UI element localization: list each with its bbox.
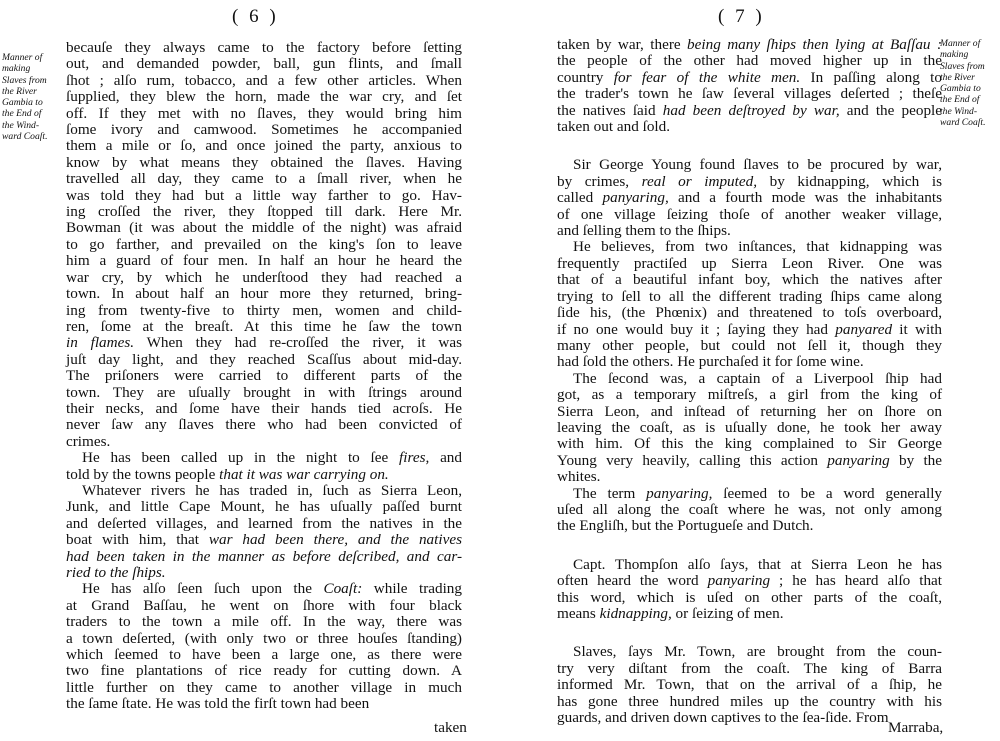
text-line: He has alſo ſeen ſuch upon the Coaſt: while trading: [82, 580, 462, 598]
margin-note-line: making: [2, 63, 31, 75]
text-line: Capt. Thompſon alſo ſays, that at Sierra Leon he has: [573, 555, 942, 573]
paragraph: [557, 239, 942, 370]
text-line: of one village ſeizing thoſe of another weaker village,: [557, 205, 942, 223]
text-line: off. If they met with no ſlaves, they would bring him: [66, 104, 462, 122]
text-line: told by the towns people that it was war carrying on.: [66, 465, 389, 483]
text-line: uſed all along the coaſt where he was, not only among: [557, 500, 942, 518]
page-number: ( 7 ): [718, 6, 765, 27]
paragraph: [557, 371, 942, 486]
text-line: Bowman (it was about the middle of the night) was afraid: [66, 219, 462, 237]
text-line: The ſecond was, a captain of a Liverpool ſhip had: [573, 369, 942, 387]
text-line: town. They are uſually brought in with ſtrings around: [66, 383, 462, 401]
text-line: traders to the town a mile off. In the way, there was: [66, 613, 462, 631]
text-line: their necks, and ſome have their hands tied acroſs. He: [66, 399, 462, 417]
text-line: travelled all day, they came to a ſmall river, when he: [66, 170, 462, 188]
text-line: if no one would buy it ; ſaying they had panyared it with: [557, 320, 942, 338]
text-line: war cry, by which he underſtood they had reached a: [66, 268, 462, 286]
text-line: ing croſſed the river, they ſtopped till dark. Here Mr.: [66, 203, 462, 221]
margin-note-line: Manner of: [940, 38, 981, 49]
text-line: with him. Of this the king complained to Sir George: [557, 435, 942, 453]
text-line: in flames. When they had re-croſſed the river, it was: [66, 334, 462, 352]
paragraph: [66, 581, 462, 712]
margin-note-line: Slaves from: [2, 74, 47, 86]
margin-note-line: the End of: [2, 108, 42, 120]
text-line: called panyaring, and a fourth mode was the inhabitants: [557, 189, 942, 207]
body-text: [557, 37, 942, 726]
text-line: trying to ſell to all the different trading ſhips came along: [557, 287, 942, 305]
text-line: and deſerted villages, and learned from the natives in the: [66, 514, 462, 532]
paragraph: [557, 486, 942, 535]
margin-note-line: the End of: [940, 94, 980, 106]
text-line: the ſame ſtate. He was told the firſt town had been: [66, 695, 370, 713]
text-line: town. In about half an hour more they returned, bring-: [66, 285, 462, 303]
text-line: ſhot ; alſo rum, tobacco, and a few other articles. When: [66, 71, 462, 89]
text-line: out, and demanded powder, ball, gun flints, and ſmall: [66, 55, 462, 73]
text-line: Slaves, ſays Mr. Town, are brought from the coun-: [573, 643, 942, 661]
text-line: ren, ſome at the breaſt. At this time he ſaw the town: [66, 317, 462, 335]
text-line: ſupplied, they blew the horn, made the war cry, and ſet: [66, 88, 462, 106]
text-line: him a guard of four men. In half an hour he heard the: [66, 252, 462, 270]
text-line: two fine plantations of rice ready for cutting down. A: [66, 662, 462, 680]
text-line: the trader's town he ſaw ſeveral villages deſerted ; theſe: [557, 85, 942, 103]
margin-note-line: the Wind-: [2, 119, 40, 131]
catchword: taken: [434, 719, 467, 736]
text-line: juſt day light, and they reached Scaſſus about mid-day.: [66, 350, 462, 368]
text-line: had ſold the others. He purchaſed it for ſome wine.: [557, 353, 864, 371]
paragraph: [66, 450, 462, 483]
paragraph: [557, 157, 942, 239]
text-line: by crimes, real or imputed, by kidnapping, which is: [557, 172, 942, 190]
text-line: informed Mr. Town, that on the arrival of a ſhip, he: [557, 676, 942, 694]
text-line: many other people, but could not ſell it, though they: [557, 336, 942, 354]
margin-note-line: the River: [940, 71, 975, 83]
text-line: which ſeemed to have been a large one, as there were: [66, 646, 462, 664]
body-text: [66, 40, 462, 713]
text-line: often heard the word panyaring ; he has heard alſo that: [557, 572, 943, 590]
text-line: the Engliſh, but the Portugueſe and Dutch.: [557, 517, 814, 535]
right-page: [500, 0, 1000, 741]
text-line: got, as a temporary miſtreſs, a girl from the king of: [557, 386, 942, 404]
text-line: know by what means they obtained the ſlaves. Having: [66, 153, 462, 171]
text-line: The term panyaring, ſeemed to be a word generally: [573, 484, 943, 502]
catchword: Marraba,: [888, 719, 944, 736]
text-line: Young very heavily, calling this action panyaring by the: [557, 451, 943, 469]
text-line: ried to the ſhips.: [66, 564, 166, 581]
text-line: at Grand Baſſau, he went on ſhore with four black: [66, 596, 462, 614]
text-line: Sierra Leon, and inſtead of returning her on ſhore on: [557, 402, 942, 420]
text-line: them a mile or ſo, and once joined the party, anxious to: [66, 137, 462, 155]
margin-note-line: the Wind-: [940, 105, 978, 117]
text-line: taken by war, there being many ſhips then lying at Baſſau :: [557, 36, 942, 53]
text-line: Junk, and little Cape Mount, he has uſually paſſed burnt: [66, 498, 462, 516]
text-line: becauſe they always came to the factory before ſetting: [66, 39, 462, 56]
text-line: has gone three hundred miles up the country with his: [557, 692, 942, 710]
text-line: guards, and driven down captives to the ſea-ſide. From: [557, 709, 889, 727]
text-line: He believes, from two inſtances, that kidnapping was: [573, 238, 942, 256]
margin-note: [940, 38, 1000, 128]
text-line: ſide his, (the Phœnix) and threatened to toſs overboard,: [557, 304, 942, 322]
margin-note: [2, 52, 64, 142]
text-line: try very diſtant from the coaſt. The king of Barra: [557, 659, 942, 677]
text-line: ing from twenty-five to thirty men, women and child-: [66, 301, 462, 319]
paragraph: [66, 483, 462, 581]
margin-note-line: ward Coaſt.: [940, 117, 986, 129]
margin-note-line: Slaves from: [940, 60, 985, 72]
margin-note-line: Manner of: [2, 52, 43, 63]
margin-note-line: Gambia to: [2, 97, 43, 109]
text-line: to go farther, and prevailed on the king's ſon to leave: [66, 235, 462, 253]
margin-note-line: the River: [2, 85, 37, 97]
text-line: and ſelling them to the ſhips.: [557, 222, 731, 240]
text-line: that of a beautiful infant boy, which the natives after: [557, 271, 942, 289]
text-line: whites.: [557, 468, 601, 486]
margin-note-line: making: [940, 49, 969, 61]
text-line: means kidnapping, or ſeizing of men.: [557, 605, 784, 622]
text-line: Sir George Young found ſlaves to be procured by war,: [573, 156, 942, 174]
margin-note-line: Gambia to: [940, 83, 981, 95]
text-line: the people of the other had moved higher up in the: [557, 52, 942, 70]
text-line: country for fear of the white men. In paſſing along to: [557, 68, 942, 86]
text-line: Whatever rivers he has traded in, ſuch as Sierra Leon,: [82, 481, 462, 499]
text-line: was told they had but a little way farther to go. Hav-: [66, 186, 462, 204]
text-line: the natives ſaid had been deſtroyed by war, and the people: [557, 101, 942, 119]
text-line: had been taken in the manner as before deſcribed, and car-: [66, 547, 462, 565]
paragraph: [557, 37, 942, 135]
text-line: a town deſerted, (with only two or three houſes ſtanding): [66, 629, 462, 647]
text-line: boat with him, that war had been there, and the natives: [66, 531, 462, 549]
paragraph: [66, 40, 462, 450]
text-line: little further on they came to another village in much: [66, 678, 462, 696]
text-line: He has been called up in the night to ſee fires, and: [82, 449, 462, 467]
text-line: taken out and ſold.: [557, 118, 671, 136]
text-line: ſome ivory and camwood. Sometimes he accompanied: [66, 121, 462, 139]
text-line: crimes.: [66, 432, 111, 450]
text-line: frequently practiſed up Sierra Leon River. One was: [557, 254, 942, 272]
margin-note-line: ward Coaſt.: [2, 131, 48, 143]
paragraph: [557, 644, 942, 726]
text-line: never ſaw any ſlaves there who had been convicted of: [66, 416, 462, 434]
text-line: leaving the coaſt, as is uſually done, he took her away: [557, 418, 942, 436]
text-line: The priſoners were carried to different parts of the: [66, 367, 462, 385]
page-number: ( 6 ): [232, 6, 279, 27]
paragraph: [557, 557, 942, 623]
text-line: this word, which is uſed on other parts of the coaſt,: [557, 588, 942, 606]
